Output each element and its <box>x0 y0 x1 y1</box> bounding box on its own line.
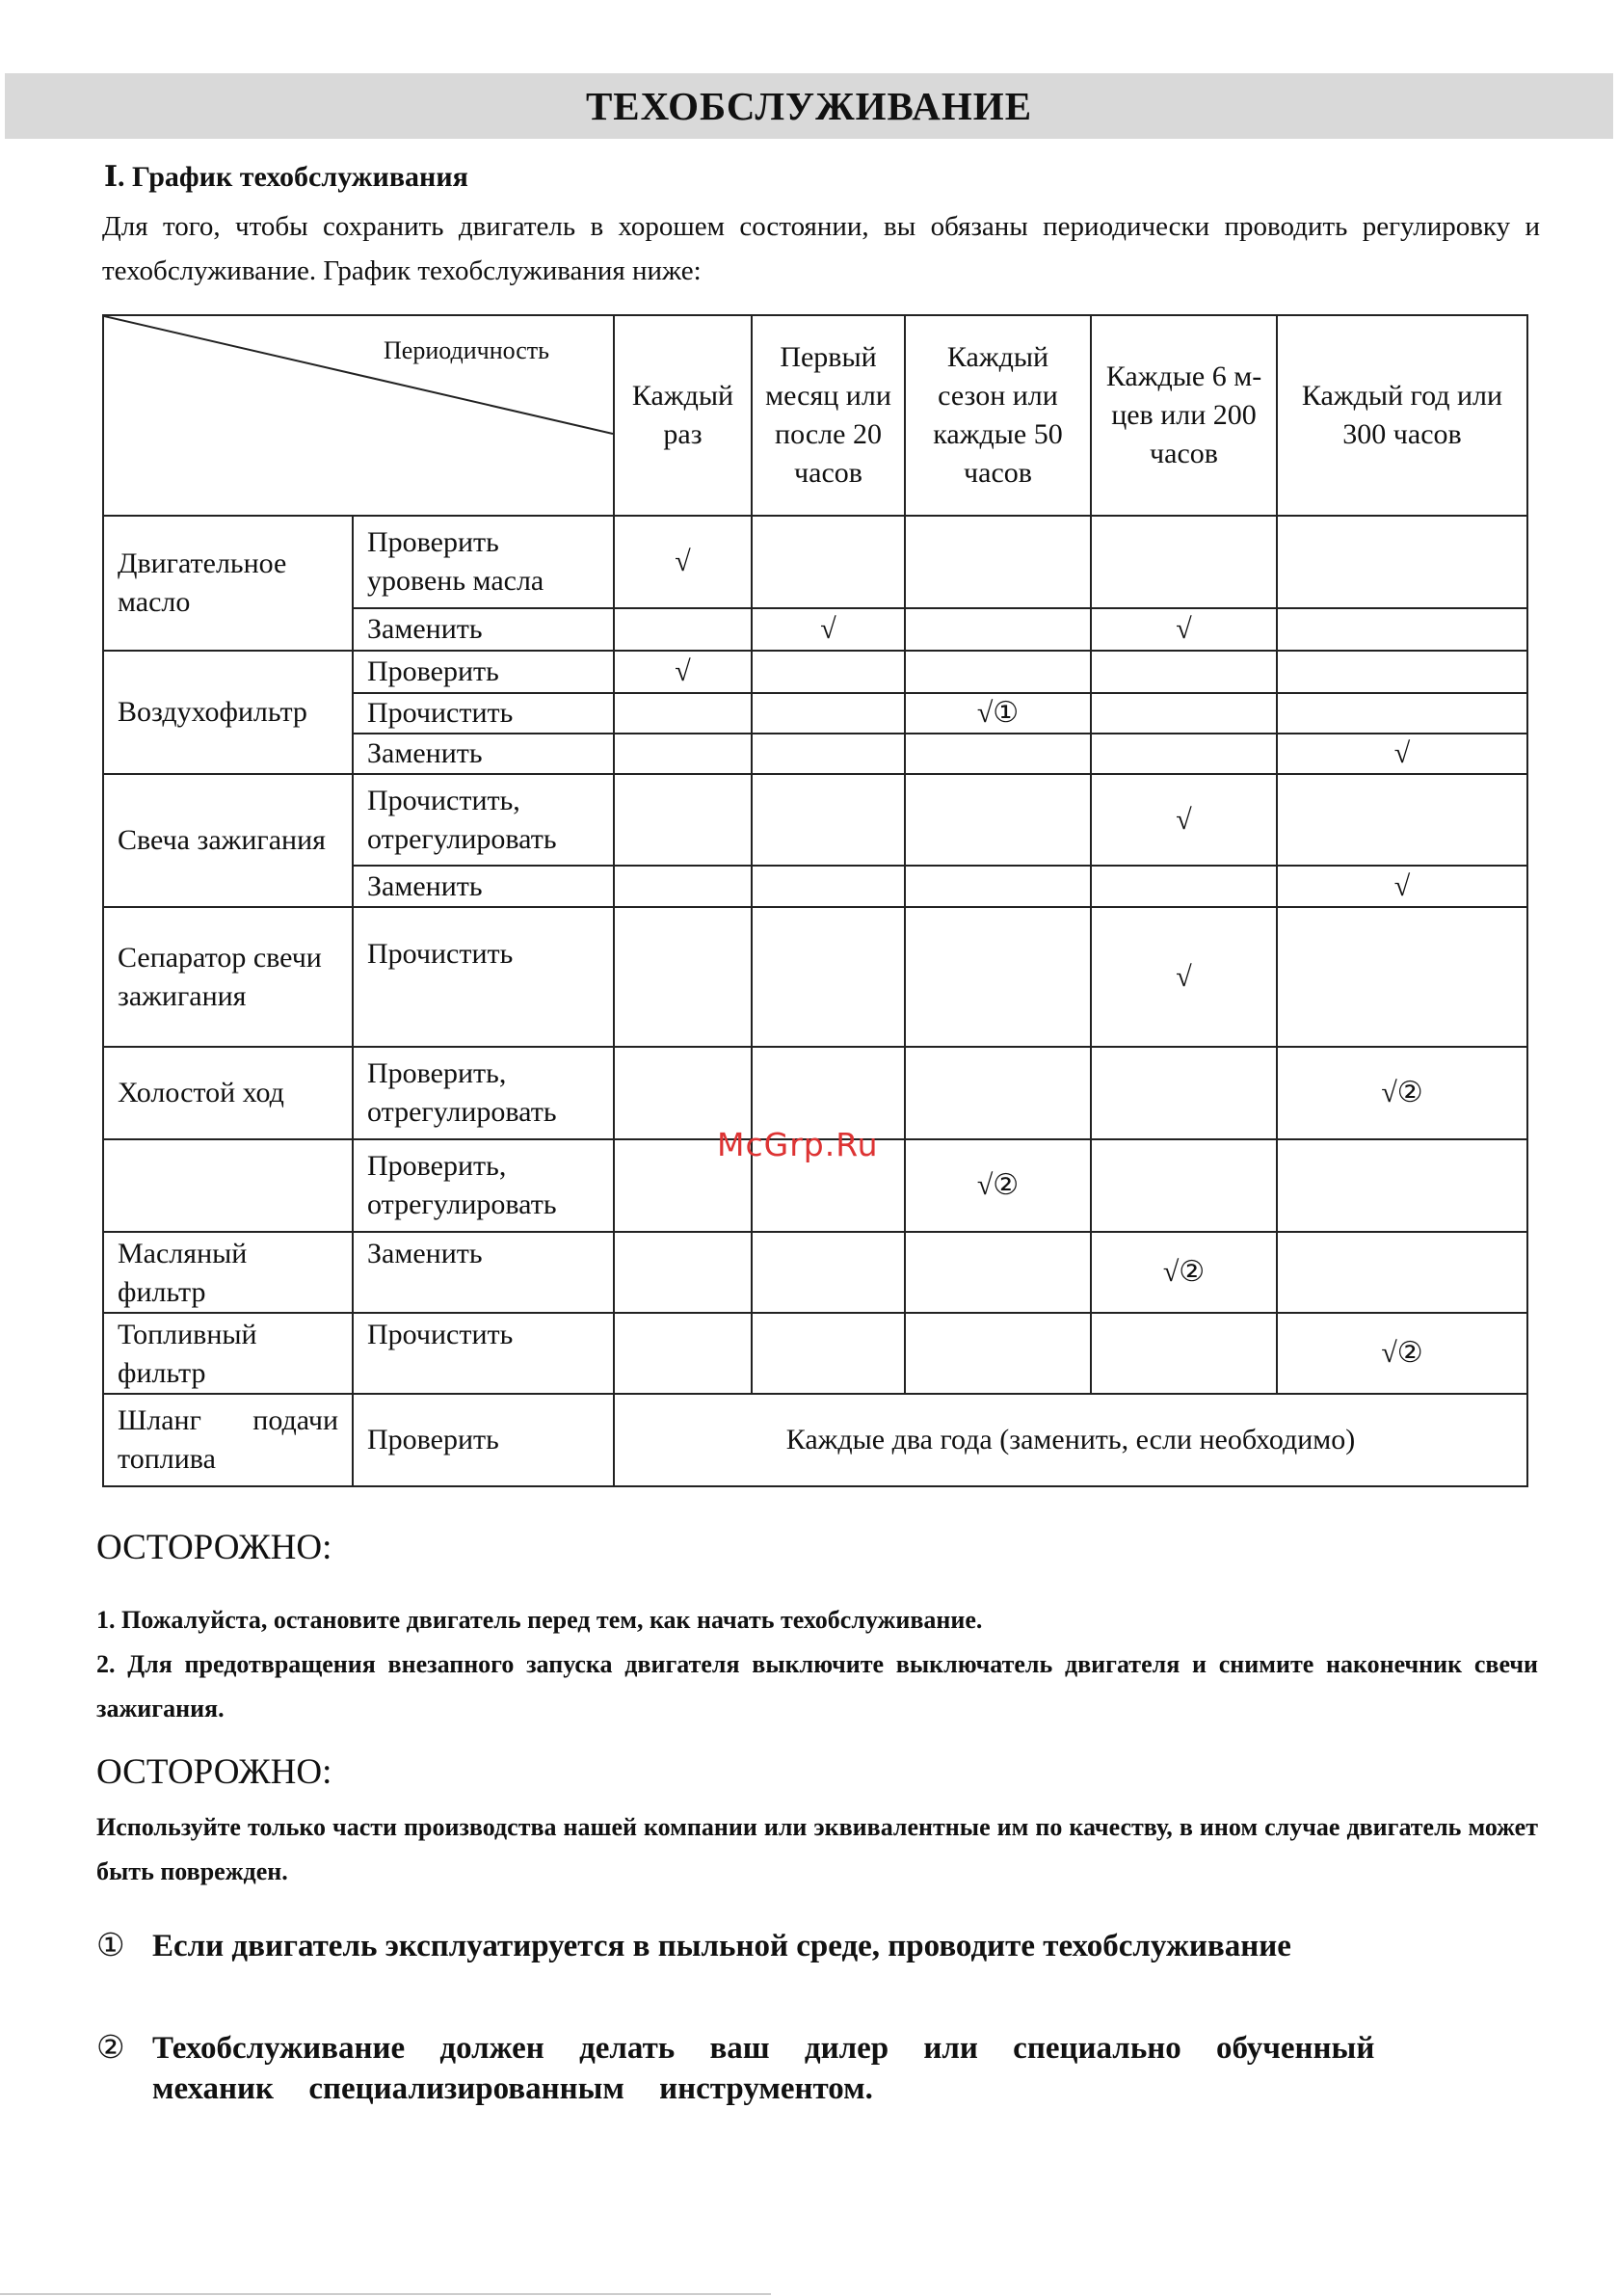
item-cell: Холостой ход <box>103 1047 353 1139</box>
item-cell: Сепаратор свечи зажигания <box>103 907 353 1047</box>
watermark: McGrp.Ru <box>717 1126 879 1163</box>
check-mark <box>752 866 905 907</box>
column-header: Каждые 6 м-цев или 200 часов <box>1091 315 1277 516</box>
intro-paragraph: Для того, чтобы сохранить двигатель в хорошем состоянии, вы обязаны периодически проводить регулировку и техобслуживание. График техобслуживания ниже: <box>102 211 1540 286</box>
check-mark <box>614 866 752 907</box>
warning-heading: ОСТОРОЖНО: <box>96 1752 332 1792</box>
check-mark <box>1277 693 1527 734</box>
action-cell: Заменить <box>353 608 614 651</box>
check-mark <box>905 608 1091 651</box>
table-row <box>103 516 1527 608</box>
item-cell: Воздухофильтр <box>103 651 353 774</box>
action-cell: Проверить, отрегулировать <box>353 1047 614 1139</box>
section-title: Ⅰ. График техобслуживания <box>104 161 468 193</box>
action-cell: Проверить <box>353 1394 614 1486</box>
check-mark: √① <box>905 693 1091 734</box>
check-mark: √② <box>1091 1232 1277 1313</box>
check-mark: √ <box>614 516 752 608</box>
footnote-number: ① <box>96 1929 125 1963</box>
check-mark <box>905 1047 1091 1139</box>
action-cell: Проверить уровень масла <box>353 516 614 608</box>
check-mark <box>1091 734 1277 774</box>
check-mark <box>752 1313 905 1394</box>
footer-rule <box>0 2293 771 2295</box>
item-cell: Топливный фильтр <box>103 1313 353 1394</box>
check-mark: √ <box>1277 866 1527 907</box>
check-mark <box>752 734 905 774</box>
footnote <box>96 1926 1542 1966</box>
check-mark <box>905 1313 1091 1394</box>
check-mark <box>752 516 905 608</box>
column-header: Каждый раз <box>614 315 752 516</box>
table-row <box>103 651 1527 693</box>
check-mark <box>752 1232 905 1313</box>
check-mark <box>614 693 752 734</box>
check-mark: √ <box>1091 907 1277 1047</box>
warning-text: 2. Для предотвращения внезапного запуска двигателя выключите выключатель двигателя и снимите наконечник свечи зажигания. <box>96 1650 1538 1722</box>
table-row <box>103 1394 1527 1486</box>
check-mark: √ <box>1277 734 1527 774</box>
check-mark <box>1091 516 1277 608</box>
check-mark: √ <box>1091 774 1277 866</box>
check-mark: √ <box>614 651 752 693</box>
check-mark <box>1091 866 1277 907</box>
check-mark <box>1091 651 1277 693</box>
table-row <box>103 907 1527 1047</box>
action-cell: Прочистить <box>353 1313 614 1394</box>
table-header-row <box>103 315 1527 516</box>
footnote-text: Техобслуживание должен делать ваш дилер или специально обученный механик специализированным инструментом. <box>152 2031 1375 2106</box>
check-mark <box>905 774 1091 866</box>
action-cell: Проверить, отрегулировать <box>353 1139 614 1232</box>
item-cell: Масляный фильтр <box>103 1232 353 1313</box>
action-cell: Прочистить <box>353 693 614 734</box>
check-mark <box>905 866 1091 907</box>
check-mark <box>1277 651 1527 693</box>
check-mark <box>752 651 905 693</box>
footnote <box>96 2028 1542 2109</box>
page-title: ТЕХОБСЛУЖИВАНИЕ <box>585 84 1033 128</box>
item-cell: Двигательное масло <box>103 516 353 651</box>
item-cell: Шланг подачи топлива <box>103 1394 353 1486</box>
check-mark <box>905 734 1091 774</box>
table-row <box>103 774 1527 866</box>
corner-label: Периодичность <box>384 336 550 364</box>
check-mark <box>1091 693 1277 734</box>
check-mark: √② <box>1277 1313 1527 1394</box>
check-mark <box>614 608 752 651</box>
check-mark <box>614 734 752 774</box>
column-header: Первый месяц или после 20 часов <box>752 315 905 516</box>
check-mark: √ <box>1091 608 1277 651</box>
check-mark <box>1277 608 1527 651</box>
check-mark <box>1277 1232 1527 1313</box>
check-mark <box>1091 1313 1277 1394</box>
check-mark: √② <box>1277 1047 1527 1139</box>
footnote-text: Если двигатель эксплуатируется в пыльной среде, проводите техобслуживание <box>152 1929 1291 1963</box>
item-cell <box>103 1139 353 1232</box>
corner-cell <box>103 315 614 516</box>
check-mark: √② <box>905 1139 1091 1232</box>
check-mark: √ <box>752 608 905 651</box>
table-row <box>103 1313 1527 1394</box>
column-header: Каждый сезон или каждые 50 часов <box>905 315 1091 516</box>
action-cell: Прочистить <box>353 907 614 1047</box>
check-mark <box>1091 1047 1277 1139</box>
action-cell: Проверить <box>353 651 614 693</box>
action-cell: Прочистить, отрегулировать <box>353 774 614 866</box>
check-mark <box>1277 1139 1527 1232</box>
warning-text: 1. Пожалуйста, остановите двигатель перед тем, как начать техобслуживание. <box>96 1606 983 1634</box>
check-mark <box>614 907 752 1047</box>
item-cell: Свеча зажигания <box>103 774 353 907</box>
check-mark <box>614 774 752 866</box>
check-mark <box>905 516 1091 608</box>
action-cell: Заменить <box>353 866 614 907</box>
check-mark <box>1277 907 1527 1047</box>
check-mark <box>905 907 1091 1047</box>
footnote-number: ② <box>96 2031 125 2066</box>
check-mark <box>1277 516 1527 608</box>
check-mark <box>752 693 905 734</box>
check-mark <box>1091 1139 1277 1232</box>
check-mark <box>905 651 1091 693</box>
column-header: Каждый год или 300 часов <box>1277 315 1527 516</box>
warning-text: Используйте только части производства нашей компании или эквивалентные им по качеству, в ином случае двигатель может быть поврежден. <box>96 1813 1538 1885</box>
table-row <box>103 1232 1527 1313</box>
check-mark <box>752 774 905 866</box>
action-cell: Заменить <box>353 1232 614 1313</box>
check-mark <box>614 1232 752 1313</box>
warning-heading: ОСТОРОЖНО: <box>96 1528 332 1567</box>
check-mark <box>614 1313 752 1394</box>
check-mark <box>905 1232 1091 1313</box>
check-mark <box>752 907 905 1047</box>
action-cell: Заменить <box>353 734 614 774</box>
check-mark <box>1277 774 1527 866</box>
span-note-cell: Каждые два года (заменить, если необходимо) <box>614 1394 1527 1486</box>
maintenance-schedule-table <box>102 314 1528 1487</box>
